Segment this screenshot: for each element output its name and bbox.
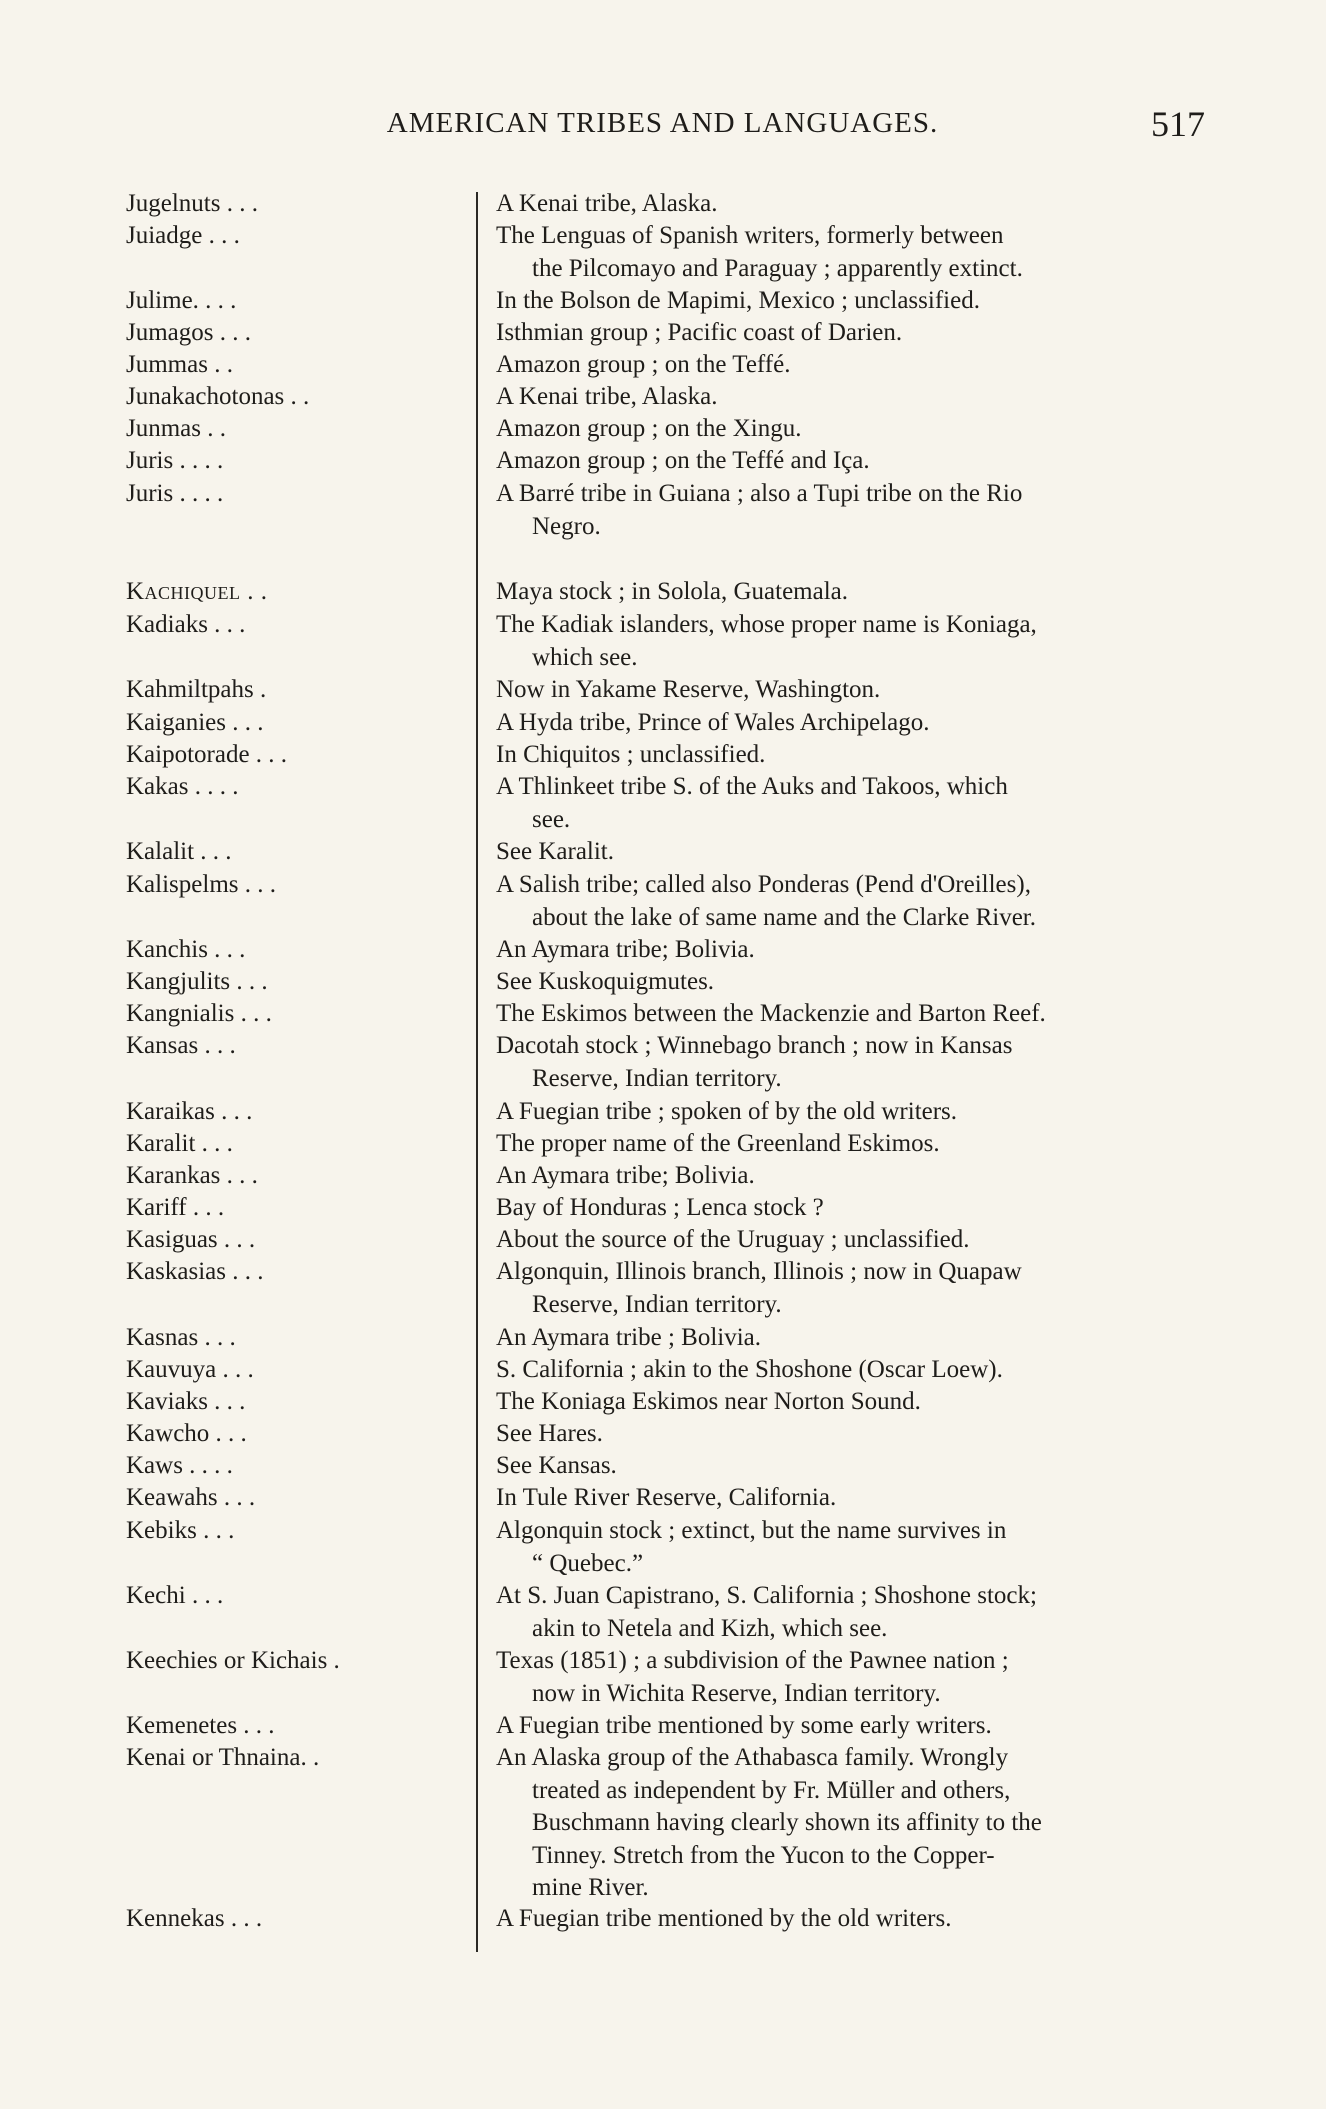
description-line: An Aymara tribe; Bolivia. xyxy=(496,1162,755,1189)
description-line: The Kadiak islanders, whose proper name is Koniaga, xyxy=(496,611,1037,638)
description-line: which see. xyxy=(532,643,638,671)
entry-name: Jummas . . xyxy=(126,351,233,378)
description-line: Amazon group ; on the Teffé. xyxy=(496,351,791,378)
page-header xyxy=(120,103,1205,147)
description-line: The Koniaga Eskimos near Norton Sound. xyxy=(496,1388,921,1415)
description-line: A Kenai tribe, Alaska. xyxy=(496,383,718,410)
entry-description xyxy=(496,1096,1214,1129)
description-line: Negro. xyxy=(532,512,601,540)
entry-name: Karalit . . . xyxy=(126,1130,233,1157)
description-line: S. California ; akin to the Shoshone (Oscar Loew). xyxy=(496,1356,1003,1383)
entry-description xyxy=(496,1160,1214,1193)
entry-name: Kasiguas . . . xyxy=(126,1226,256,1253)
entry-name: Kasnas . . . xyxy=(126,1324,236,1351)
entry-description xyxy=(496,1322,1214,1355)
description-line: Reserve, Indian territory. xyxy=(532,1064,782,1092)
description-line: The Lenguas of Spanish writers, formerly between xyxy=(496,222,1004,249)
entry-name: Kechi . . . xyxy=(126,1582,224,1609)
description-line: Algonquin, Illinois branch, Illinois ; now in Quapaw xyxy=(496,1258,1022,1285)
entry-description xyxy=(496,998,1214,1031)
description-line: A Salish tribe; called also Ponderas (Pend d'Oreilles), xyxy=(496,871,1031,898)
entry-description xyxy=(496,609,1214,674)
description-line: Amazon group ; on the Teffé and Içа. xyxy=(496,447,870,474)
description-line: Algonquin stock ; extinct, but the name survives in xyxy=(496,1517,1007,1544)
description-line: now in Wichita Reserve, Indian territory. xyxy=(532,1679,941,1707)
description-line: In Tule River Reserve, California. xyxy=(496,1484,837,1511)
description-line: Texas (1851) ; a subdivision of the Pawnee nation ; xyxy=(496,1647,1009,1674)
entry-name: Kangnialis . . . xyxy=(126,1000,272,1027)
description-line: A Fuegian tribe mentioned by some early writers. xyxy=(496,1712,992,1739)
description-line: Maya stock ; in Solola, Guatemala. xyxy=(496,578,849,605)
entry-name: Junmas . . xyxy=(126,415,226,442)
entry-description xyxy=(496,1515,1214,1580)
entry-name: Kennekas . . . xyxy=(126,1905,263,1932)
entry-name: Kemenetes . . . xyxy=(126,1712,275,1739)
description-line: Tinney. Stretch from the Yucon to the Copper- xyxy=(532,1841,995,1869)
entry-name: Karaikas . . . xyxy=(126,1098,253,1125)
entry-description xyxy=(496,674,1214,707)
entry-description xyxy=(496,1192,1214,1225)
entry-name: Kenai or Thnaina. . xyxy=(126,1744,320,1771)
entry-description xyxy=(496,1450,1214,1483)
entry-description xyxy=(496,285,1214,318)
description-line: Amazon group ; on the Xingu. xyxy=(496,415,802,442)
entry-description xyxy=(496,1580,1214,1645)
description-line: A Hyda tribe, Prince of Wales Archipelago. xyxy=(496,709,930,736)
description-line: Isthmian group ; Pacific coast of Darien. xyxy=(496,319,903,346)
entry-description xyxy=(496,1030,1214,1095)
entry-name: Kauvuya . . . xyxy=(126,1356,254,1383)
entry-name: Kaiganies . . . xyxy=(126,709,264,736)
description-line: In Chiquitos ; unclassified. xyxy=(496,741,766,768)
entry-name: Kangjulits . . . xyxy=(126,968,268,995)
description-line: treated as independent by Fr. Müller and others, xyxy=(532,1776,1011,1804)
entry-description xyxy=(496,576,1214,609)
entry-description xyxy=(496,220,1214,285)
entry-name: Karankas . . . xyxy=(126,1162,258,1189)
description-line: At S. Juan Capistrano, S. California ; Shoshone stock; xyxy=(496,1582,1037,1609)
description-line: akin to Netela and Kizh, which see. xyxy=(532,1614,888,1642)
description-line: About the source of the Uruguay ; unclassified. xyxy=(496,1226,970,1253)
entry-name: Kahmiltpahs . xyxy=(126,676,267,703)
running-title: AMERICAN TRIBES AND LANGUAGES. xyxy=(386,107,939,139)
description-line: about the lake of same name and the Clarke River. xyxy=(532,903,1036,931)
entry-name: Kansas . . . xyxy=(126,1032,236,1059)
description-line: See Kansas. xyxy=(496,1452,617,1479)
entry-description xyxy=(496,188,1214,221)
description-line: the Pilcomayo and Paraguay ; apparently extinct. xyxy=(532,254,1023,282)
description-line: Buschmann having clearly shown its affinity to the xyxy=(532,1809,1042,1836)
description-line: mine River. xyxy=(532,1874,649,1901)
entry-name: Jugelnuts . . . xyxy=(126,190,258,217)
entry-name: Juris . . . . xyxy=(126,480,224,507)
entry-description xyxy=(496,869,1214,934)
page-number: 517 xyxy=(1151,104,1205,144)
description-line: A Thlinkeet tribe S. of the Auks and Takoos, which xyxy=(496,773,1008,800)
description-line: A Barré tribe in Guiana ; also a Tupi tribe on the Rio xyxy=(496,480,1023,507)
description-line: In the Bolson de Mapimi, Mexico ; unclassified. xyxy=(496,287,980,314)
description-line: Dacotah stock ; Winnebago branch ; now in Kansas xyxy=(496,1032,1013,1059)
description-line: An Aymara tribe ; Bolivia. xyxy=(496,1324,762,1351)
entry-description xyxy=(496,966,1214,999)
entry-description xyxy=(496,478,1214,543)
entry-name: Julime. . . . xyxy=(126,287,237,314)
entry-description xyxy=(496,1482,1214,1515)
entry-description xyxy=(496,413,1214,446)
entry-name: Junakachotonas . . xyxy=(126,383,310,410)
description-line: Reserve, Indian territory. xyxy=(532,1290,782,1318)
entry-description xyxy=(496,707,1214,740)
entry-name: Kanchis . . . xyxy=(126,936,246,963)
entry-description xyxy=(496,1418,1214,1451)
entry-name: Juris . . . . xyxy=(126,447,224,474)
entry-name: Kadiaks . . . xyxy=(126,611,246,638)
entry-description xyxy=(496,1224,1214,1257)
description-line: see. xyxy=(532,805,571,833)
entry-name: Kaipotorade . . . xyxy=(126,741,288,768)
entry-description xyxy=(496,317,1214,350)
column-divider xyxy=(476,192,478,1952)
entry-name: Kachiquel . . xyxy=(126,578,268,605)
description-line: A Fuegian tribe ; spoken of by the old writers. xyxy=(496,1098,958,1125)
entry-description xyxy=(496,739,1214,772)
entry-name: Jumagos . . . xyxy=(126,319,251,346)
entry-name: Kaskasias . . . xyxy=(126,1258,264,1285)
description-line: A Kenai tribe, Alaska. xyxy=(496,190,718,217)
entry-description xyxy=(496,836,1214,869)
entry-name: Kaviaks . . . xyxy=(126,1388,246,1415)
entry-name: Kawcho . . . xyxy=(126,1420,247,1447)
description-line: An Alaska group of the Athabasca family. Wrongly xyxy=(496,1744,1009,1771)
entry-name: Kalalit . . . xyxy=(126,838,232,865)
entry-description xyxy=(496,1903,1214,1936)
entry-name: Keechies or Kichais . xyxy=(126,1647,340,1674)
entry-description xyxy=(496,381,1214,414)
entry-name: Juiadge . . . xyxy=(126,222,240,249)
entry-description xyxy=(496,1354,1214,1387)
description-line: See Karalit. xyxy=(496,838,615,865)
description-line: “ Quebec.” xyxy=(532,1549,644,1577)
entry-description xyxy=(496,1128,1214,1161)
description-line: Now in Yakame Reserve, Washington. xyxy=(496,676,881,703)
entry-name: Kakas . . . . xyxy=(126,773,239,800)
description-line: The Eskimos between the Mackenzie and Barton Reef. xyxy=(496,1000,1046,1027)
description-line: See Kuskoquigmutes. xyxy=(496,968,715,995)
description-line: See Hares. xyxy=(496,1420,603,1447)
description-line: A Fuegian tribe mentioned by the old writers. xyxy=(496,1905,952,1932)
entry-description xyxy=(496,1386,1214,1419)
entry-name: Kaws . . . . xyxy=(126,1452,233,1479)
description-line: An Aymara tribe; Bolivia. xyxy=(496,936,755,963)
entry-description xyxy=(496,1742,1214,1905)
entry-name: Kalispelms . . . xyxy=(126,871,276,898)
entry-description xyxy=(496,1645,1214,1710)
entry-description xyxy=(496,934,1214,967)
entry-name: Keawahs . . . xyxy=(126,1484,256,1511)
entry-description xyxy=(496,1256,1214,1321)
entry-description xyxy=(496,445,1214,478)
entry-description xyxy=(496,1710,1214,1743)
description-line: The proper name of the Greenland Eskimos. xyxy=(496,1130,940,1157)
entry-description xyxy=(496,771,1214,836)
entry-name: Kebiks . . . xyxy=(126,1517,235,1544)
entry-description xyxy=(496,349,1214,382)
description-line: Bay of Honduras ; Lenca stock ? xyxy=(496,1194,824,1221)
entry-name: Kariff . . . xyxy=(126,1194,225,1221)
